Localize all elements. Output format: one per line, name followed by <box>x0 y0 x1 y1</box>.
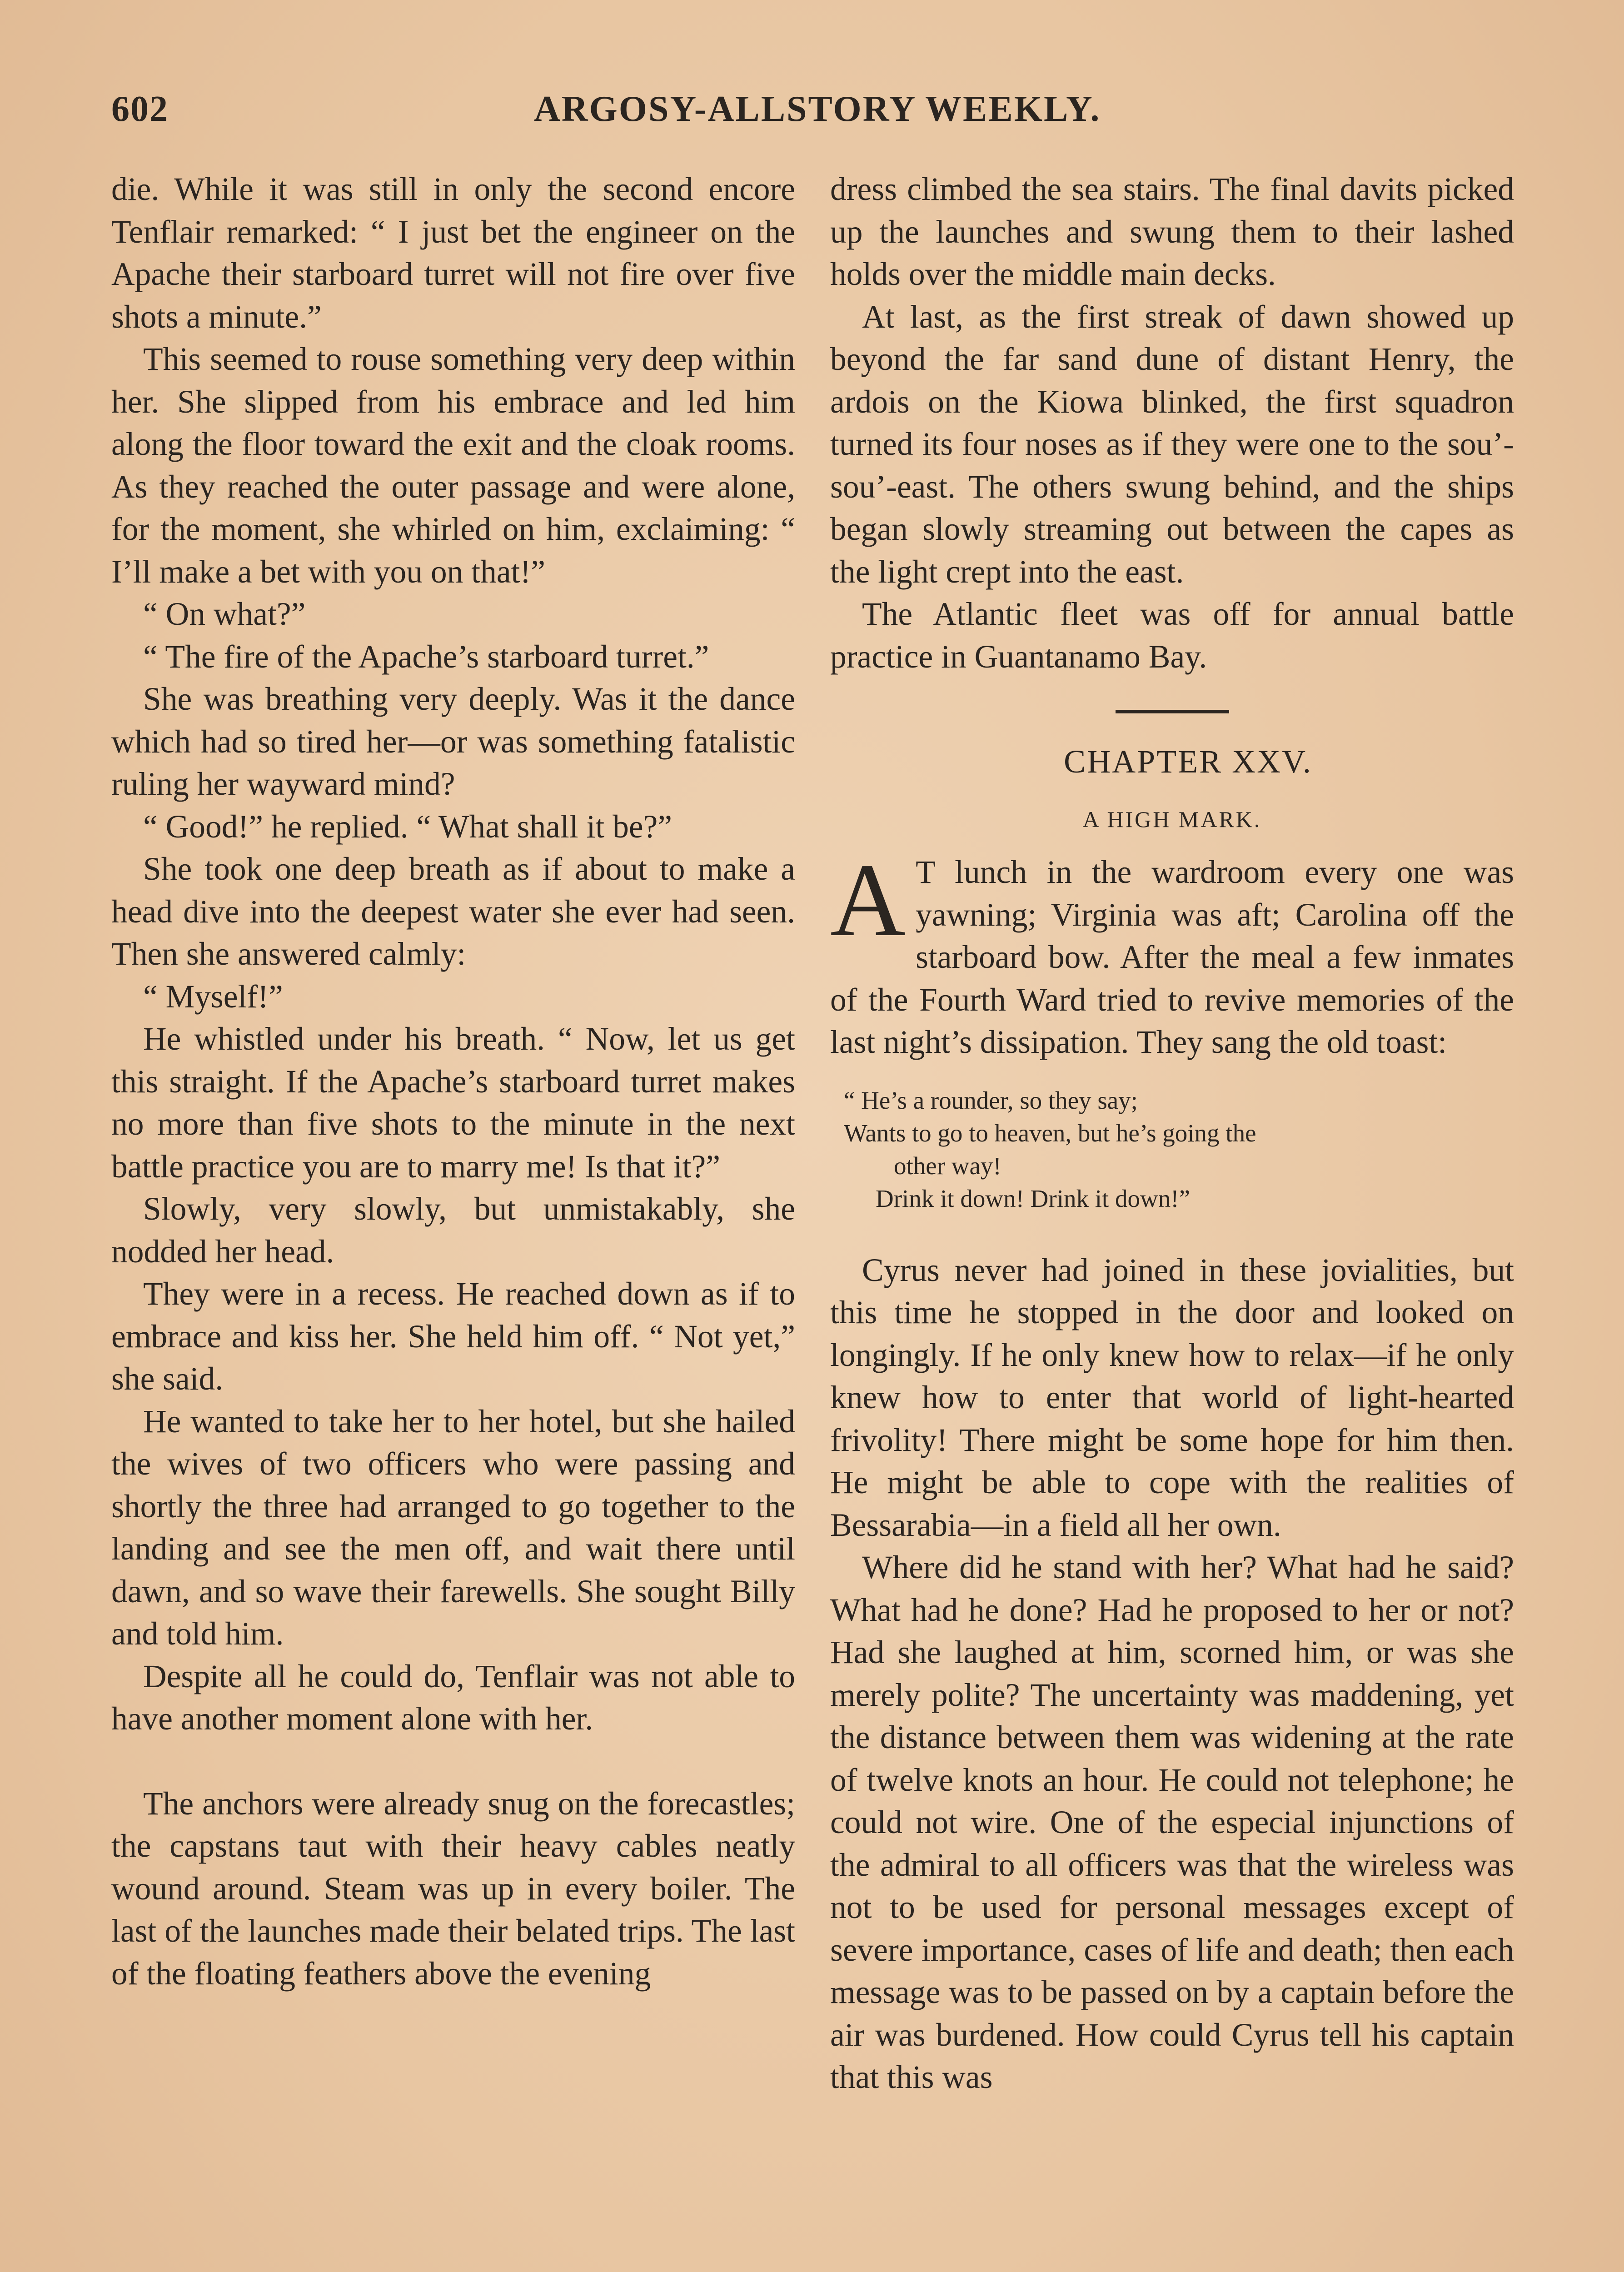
paragraph: They were in a recess. He reached down as if to embrace and kiss her. She held him off. “ Not yet,” she said. <box>111 1276 795 1397</box>
page-number: 602 <box>111 89 169 129</box>
paragraph: The anchors were already snug on the forecastles; the capstans taut with their heavy cables neatly wound around. Steam was up in every boiler. The last of the launches made their belated trips. The last of the floating feathers above the evening <box>111 1785 795 1992</box>
verse-line: Wants to go to heaven, but he’s going the <box>844 1119 1256 1147</box>
opening-text: T lunch in the wardroom every one was yawning; Virginia was aft; Carolina off the starboard bow. After the meal a few inmates of the Fourth Ward tried to revive memories of the last night’s dissipation. They sang the old toast: <box>830 854 1514 1060</box>
paragraph: Slowly, very slowly, but unmistakably, she nodded her head. <box>111 1191 795 1270</box>
paragraph: He whistled under his breath. “ Now, let us get this straight. If the Apache’s starboard turret makes no more than five shots to the minute in the next battle practice you are to marry me! Is that it?” <box>111 1021 795 1185</box>
chapter-title: CHAPTER XXV. <box>1064 743 1312 780</box>
verse-line: Drink it down! Drink it down!” <box>876 1184 1190 1212</box>
section-divider <box>1116 710 1229 713</box>
paragraph: “ The fire of the Apache’s starboard turret.” <box>143 638 709 675</box>
verse-line: “ He’s a rounder, so they say; <box>844 1086 1138 1114</box>
paragraph: “ Myself!” <box>143 978 283 1015</box>
paragraph: dress climbed the sea stairs. The final davits picked up the launches and swung them to their lashed holds over the middle main decks. <box>830 171 1514 292</box>
page-header <box>111 89 1529 139</box>
chapter-subtitle: A HIGH MARK. <box>1082 807 1262 832</box>
paragraph: At last, as the first streak of dawn showed up beyond the far sand dune of distant Henry, the ardois on the Kiowa blinked, the first squadron turned its four noses as if they were one to the sou’-sou’-east. The others swung behind, and the ships began slowly streaming out between the capes as the light crept into the east. <box>830 299 1514 590</box>
paragraph: Despite all he could do, Tenflair was not able to have another moment alone with her. <box>111 1658 795 1737</box>
paragraph: Where did he stand with her? What had he said? What had he done? Had he proposed to her or not? Had she laughed at him, scorned him, or was she merely polite? The uncertainty was maddening, yet the distance between them was widening at the rate of twelve knots an hour. He could not telephone; he could not wire. One of the especial injunctions of the admiral to all officers was that the wireless was not to be used for personal messages except of severe importance, cases of life and death; then each message was to be passed on by a captain before the air was burdened. How could Cyrus tell his captain that this was <box>830 1550 1514 2095</box>
paragraph: This seemed to rouse something very deep within her. She slipped from his embrace and led him along the floor toward the exit and the cloak rooms. As they reached the outer passage and were alone, for the moment, she whirled on him, exclaiming: “ I’ll make a bet with you on that!” <box>111 341 795 590</box>
left-column <box>111 168 795 1995</box>
paragraph: The Atlantic fleet was off for annual battle practice in Guantanamo Bay. <box>830 596 1514 675</box>
chapter-opening-paragraph <box>830 842 1514 1064</box>
running-title: ARGOSY-ALLSTORY WEEKLY. <box>534 89 1101 129</box>
toast-verse <box>844 1084 1514 1215</box>
paragraph: Cyrus never had joined in these jovialities, but this time he stopped in the door and looked on longingly. If he only knew how to relax—if he only knew how to enter that world of light-hearted frivolity! There might be some hope for him then. He might be able to cope with the realities of Bessarabia—in a field all her own. <box>830 1252 1514 1543</box>
paragraph: She was breathing very deeply. Was it the dance which had so tired her—or was something fatalistic ruling her wayward mind? <box>111 681 795 802</box>
paragraph: “ On what?” <box>143 596 306 632</box>
verse-line: other way! <box>894 1151 1001 1180</box>
paragraph: He wanted to take her to her hotel, but she hailed the wives of two officers who were passing and shortly the three had arranged to go together to the landing and see the men off, and wait there until dawn, and so wave their farewells. She sought Billy and told him. <box>111 1403 795 1652</box>
paragraph: “ Good!” he replied. “ What shall it be?” <box>143 808 673 845</box>
paragraph: die. While it was still in only the second encore Tenflair remarked: “ I just bet the engineer on the Apache their starboard turret will not fire over five shots a minute.” <box>111 171 795 335</box>
paragraph: She took one deep breath as if about to make a head dive into the deepest water she ever had seen. Then she answered calmly: <box>111 851 795 972</box>
drop-cap: A <box>830 842 906 958</box>
right-column <box>830 168 1514 2099</box>
